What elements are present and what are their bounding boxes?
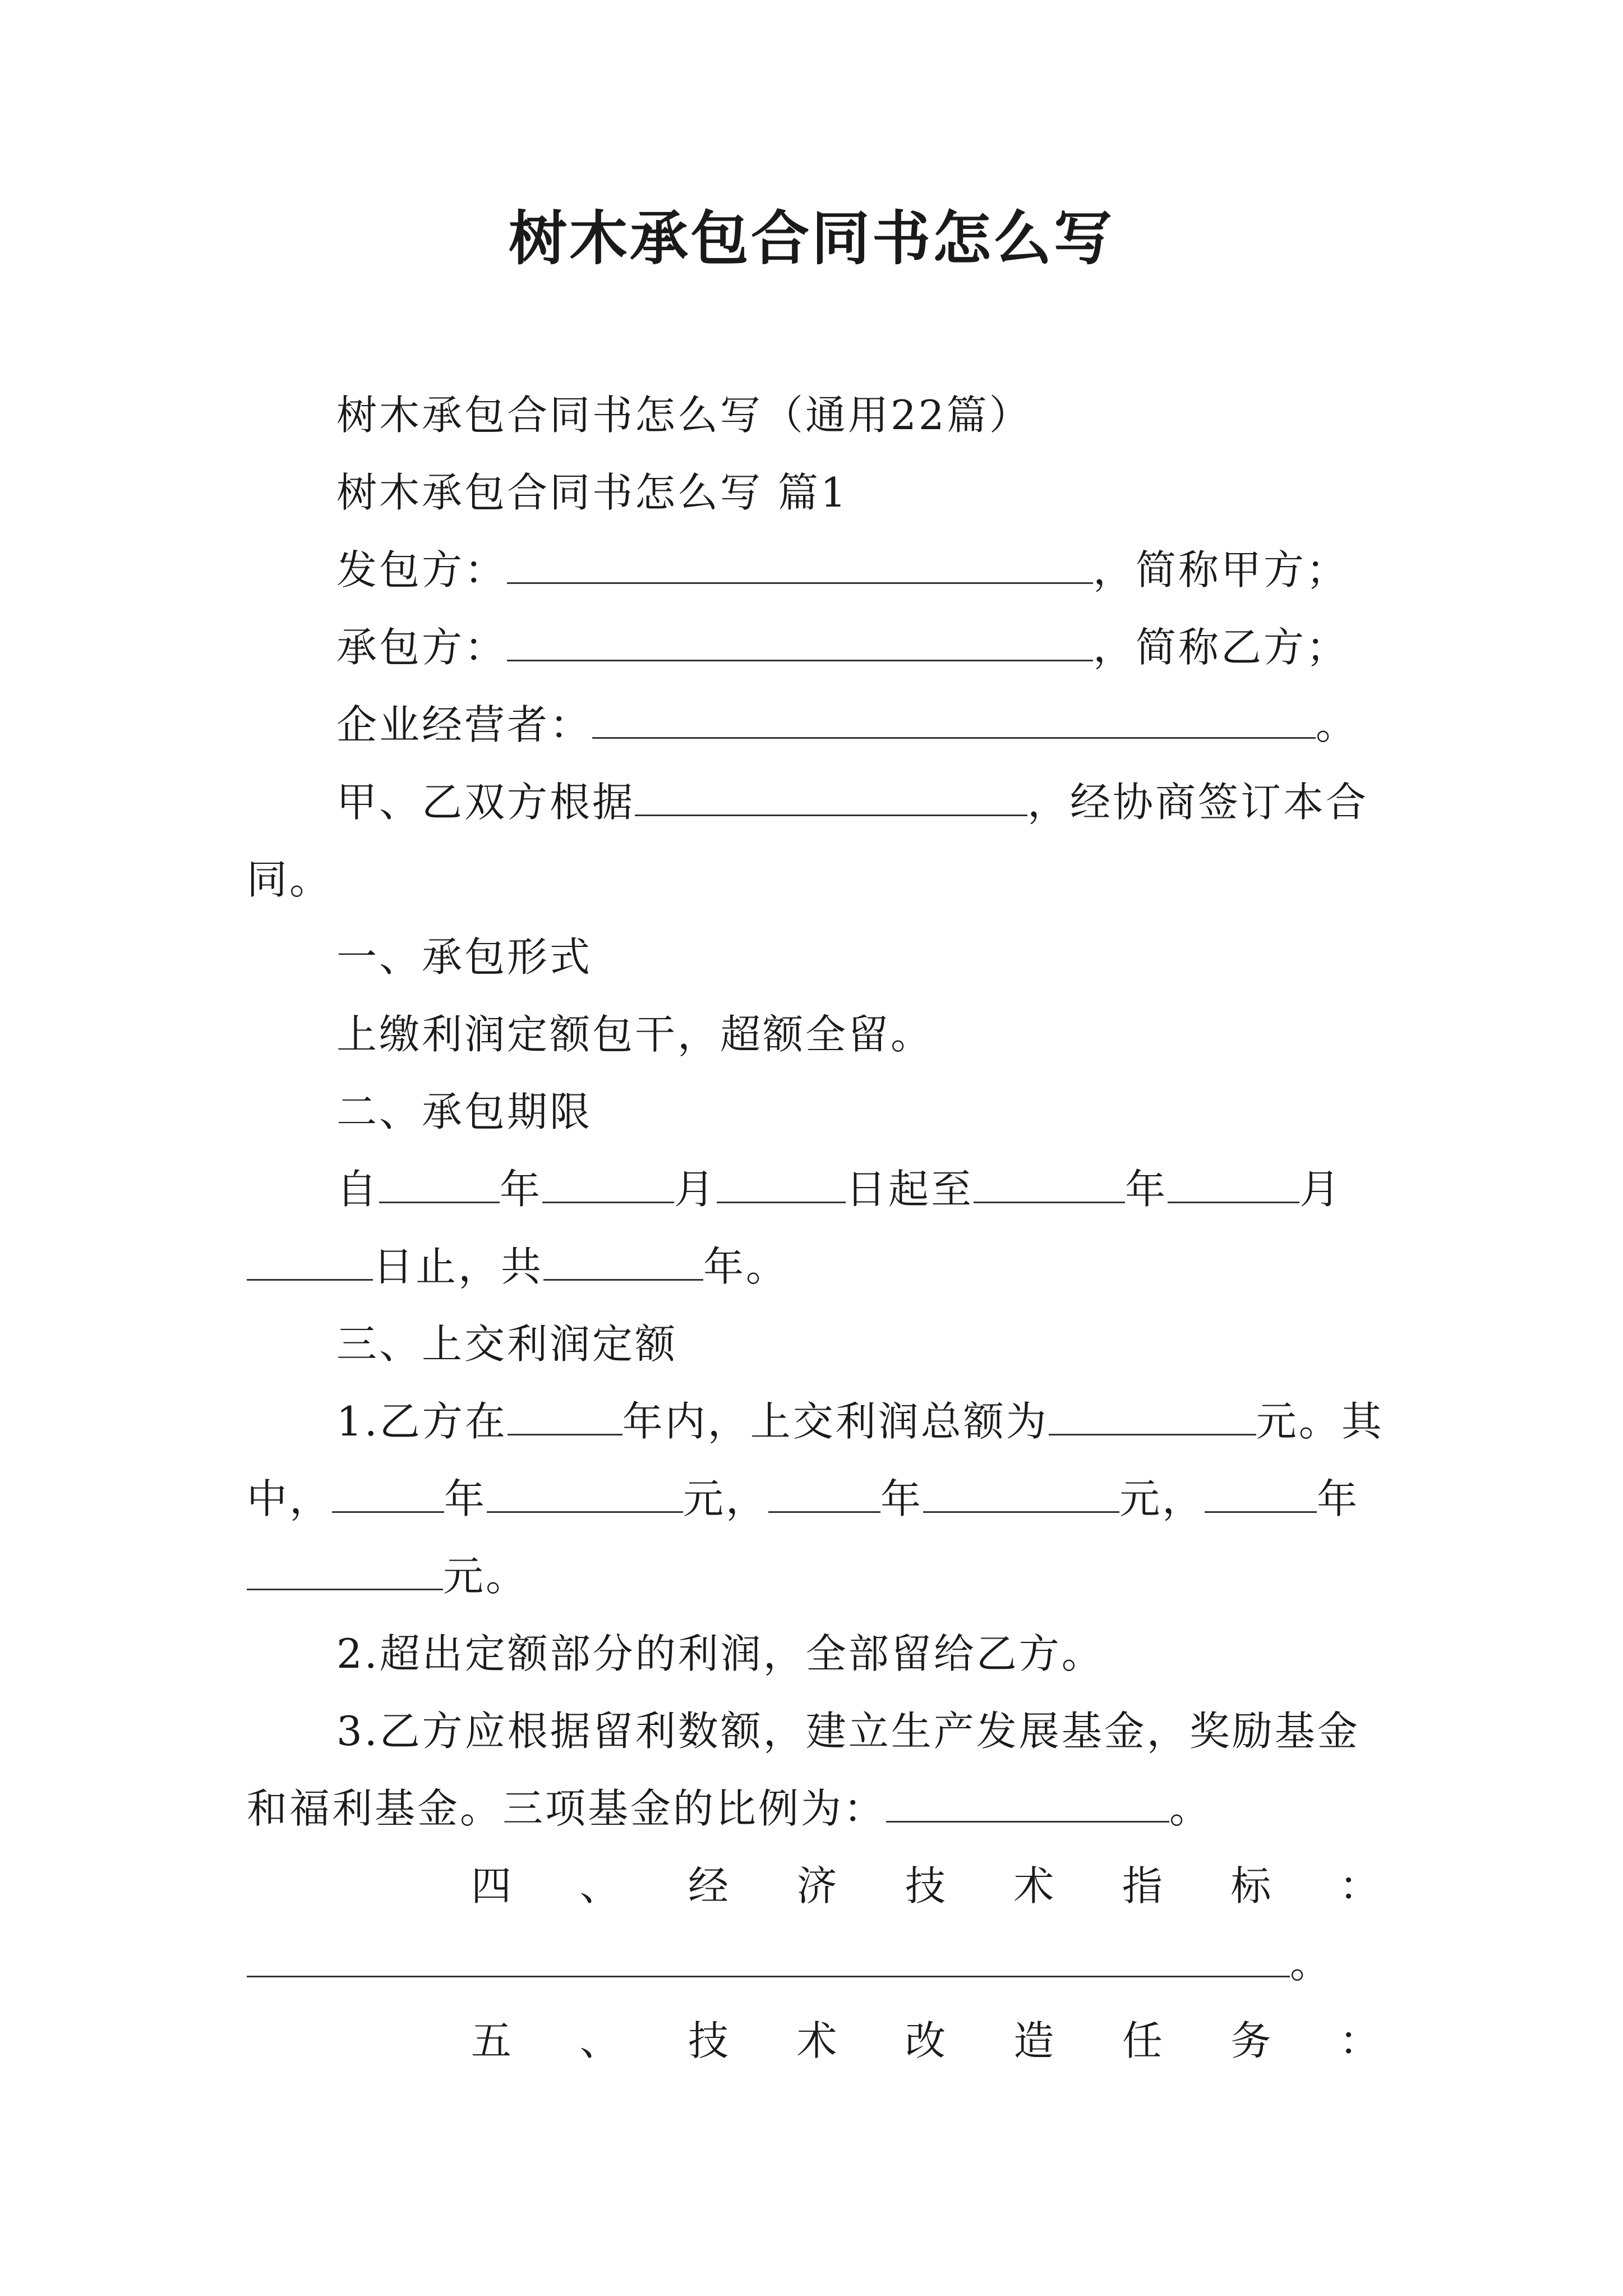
document-title: 树木承包合同书怎么写 — [508, 204, 1114, 273]
h4-char: 术 — [1013, 1862, 1054, 1910]
section-heading: 树木承包合同书怎么写 篇1 — [336, 469, 849, 516]
heading-contract-term: 二、承包期限 — [336, 1088, 593, 1135]
heading-contract-form: 一、承包形式 — [336, 933, 593, 981]
term-years-blank[interactable] — [543, 1244, 703, 1281]
heading-economic-indicators — [247, 1858, 1380, 1914]
basis-continuation: 同。 — [247, 856, 333, 903]
term-start-year-blank[interactable] — [379, 1167, 500, 1203]
quota-1-mid: 年内，上交利润总额为 — [622, 1398, 1049, 1445]
quota-years-blank[interactable] — [508, 1399, 623, 1435]
basis-prefix: 甲、乙双方根据 — [336, 779, 635, 826]
quota-1-among: 中， — [247, 1475, 333, 1522]
quota-clause-2: 2.超出定额部分的利润，全部留给乙方。 — [336, 1630, 1104, 1677]
basis-blank[interactable] — [635, 780, 1027, 816]
economic-indicators-end: 。 — [1290, 1940, 1333, 1987]
quota-amount-c-blank[interactable] — [247, 1554, 443, 1590]
quota-yuan-b: 元， — [1119, 1475, 1205, 1522]
quota-clause-1-line-1 — [336, 1393, 1384, 1450]
quota-total-blank[interactable] — [1049, 1399, 1256, 1435]
h4-char: 四 — [471, 1862, 512, 1910]
quota-clause-1-line-2 — [247, 1471, 1359, 1527]
h4-char: 济 — [796, 1862, 837, 1910]
quota-1-suffix: 元。其 — [1256, 1398, 1384, 1445]
term-end-year-blank[interactable] — [974, 1167, 1125, 1203]
quota-clause-1-line-3 — [247, 1548, 528, 1604]
term-year-1: 年 — [500, 1166, 543, 1213]
basis-suffix: ，经协商签订本合 — [1027, 779, 1369, 826]
economic-indicators-line — [247, 1935, 1332, 1991]
h4-char: ： — [1339, 1862, 1380, 1910]
contractee-blank[interactable] — [507, 625, 1093, 661]
quota-year-b-blank[interactable] — [768, 1476, 880, 1513]
term-year-2: 年 — [1125, 1166, 1168, 1213]
quota-clause-3-line-2 — [247, 1780, 1212, 1837]
operator-line — [336, 697, 1358, 753]
h4-char: 经 — [688, 1862, 728, 1910]
document-subtitle: 树木承包合同书怎么写（通用22篇） — [336, 392, 1032, 439]
h5-char: 术 — [796, 2017, 837, 2064]
quota-yuan-a: 元， — [683, 1475, 769, 1522]
quota-year-c-blank[interactable] — [1205, 1476, 1317, 1513]
h4-char: 、 — [579, 1862, 620, 1910]
contract-form-text: 上缴利润定额包干，超额全留。 — [336, 1011, 934, 1058]
h5-char: 技 — [688, 2017, 728, 2064]
quota-1-prefix: 1.乙方在 — [336, 1398, 508, 1445]
h4-char: 技 — [905, 1862, 946, 1910]
quota-year-a-blank[interactable] — [332, 1476, 444, 1513]
term-years: 年。 — [703, 1243, 789, 1290]
h5-char: 五 — [471, 2017, 512, 2064]
contractee-label: 承包方： — [336, 624, 508, 671]
quota-yuan-c: 元。 — [443, 1553, 529, 1600]
term-line-1 — [336, 1161, 1342, 1217]
h4-char: 指 — [1122, 1862, 1163, 1910]
h5-char: 务 — [1230, 2017, 1271, 2064]
term-month-1: 月 — [674, 1166, 717, 1213]
quota-3-prefix: 和福利基金。三项基金的比例为： — [247, 1785, 887, 1832]
term-day-total: 日止，共 — [373, 1243, 544, 1290]
term-from: 自 — [336, 1166, 380, 1213]
contractee-line — [336, 619, 1349, 675]
operator-blank[interactable] — [592, 702, 1316, 739]
quota-amount-b-blank[interactable] — [923, 1476, 1119, 1513]
quota-amount-a-blank[interactable] — [487, 1476, 683, 1513]
term-month-2: 月 — [1299, 1166, 1343, 1213]
term-end-month-blank[interactable] — [1168, 1167, 1299, 1203]
term-day-to: 日起至 — [846, 1166, 974, 1213]
contractee-suffix: ，简称乙方； — [1093, 624, 1349, 671]
quota-year-b: 年 — [880, 1475, 924, 1522]
h5-char: 改 — [905, 2017, 946, 2064]
quota-year-c: 年 — [1317, 1475, 1360, 1522]
heading-profit-quota: 三、上交利润定额 — [336, 1320, 678, 1368]
quota-3-suffix: 。 — [1169, 1785, 1212, 1832]
contractor-blank[interactable] — [507, 547, 1093, 584]
operator-suffix: 。 — [1316, 701, 1359, 748]
quota-clause-3-line-1: 3.乙方应根据留利数额，建立生产发展基金，奖励基金 — [336, 1708, 1360, 1755]
operator-label: 企业经营者： — [336, 701, 593, 748]
term-line-2 — [247, 1239, 789, 1295]
heading-tech-renovation — [247, 2013, 1380, 2069]
contractor-suffix: ，简称甲方； — [1093, 546, 1349, 593]
contractor-line — [336, 542, 1349, 598]
term-start-month-blank[interactable] — [542, 1167, 674, 1203]
economic-indicators-blank[interactable] — [247, 1941, 1290, 1977]
basis-line — [336, 774, 1368, 830]
h5-char: 造 — [1013, 2017, 1054, 2064]
term-end-day-blank[interactable] — [247, 1244, 373, 1281]
quota-year-a: 年 — [444, 1475, 487, 1522]
contractor-label: 发包方： — [336, 546, 508, 593]
h5-char: 任 — [1122, 2017, 1163, 2064]
h5-char: ： — [1339, 2017, 1380, 2064]
term-start-day-blank[interactable] — [717, 1167, 846, 1203]
h4-char: 标 — [1230, 1862, 1271, 1910]
h5-char: 、 — [579, 2017, 620, 2064]
fund-ratio-blank[interactable] — [886, 1786, 1169, 1823]
